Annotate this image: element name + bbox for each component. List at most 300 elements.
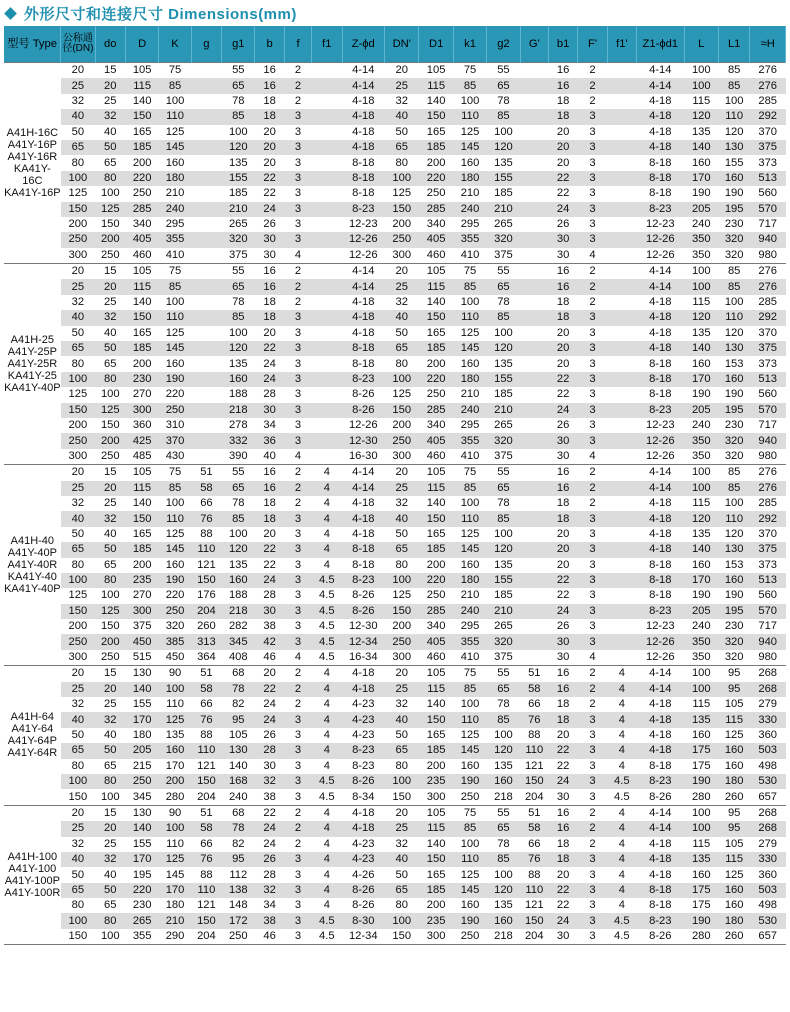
cell: 235	[125, 573, 158, 588]
cell: 125	[460, 868, 480, 881]
cell: 220	[125, 883, 158, 898]
cell: 120	[724, 125, 744, 138]
cell: 4.5	[312, 774, 342, 789]
cell: 373	[758, 558, 778, 571]
cell: 2	[589, 497, 596, 510]
cell: 3	[284, 202, 311, 217]
table-row	[4, 418, 786, 433]
table-row	[4, 588, 786, 603]
cell: 350	[691, 651, 711, 664]
table-row	[4, 542, 786, 557]
type-label: A41Y-100	[8, 863, 57, 875]
cell: 165	[132, 527, 152, 540]
cell: 100	[684, 481, 718, 496]
cell: 282	[228, 620, 248, 633]
cell: 65	[385, 883, 419, 898]
cell: 15	[95, 63, 125, 79]
cell: 20	[556, 527, 570, 540]
cell: 370	[758, 326, 778, 339]
cell: 105	[125, 63, 158, 79]
cell	[520, 372, 548, 387]
cell: 40	[385, 310, 419, 325]
cell: 145	[453, 341, 486, 356]
cell: 140	[132, 296, 152, 309]
cell: 78	[232, 497, 245, 510]
header-col-0: do	[95, 26, 125, 63]
cell: 12-26	[342, 232, 385, 247]
cell: 140	[684, 341, 718, 356]
table-body	[4, 63, 786, 945]
cell: 498	[758, 899, 778, 912]
cell: 190	[453, 913, 486, 928]
cell: 2	[284, 666, 311, 682]
cell: 148	[228, 899, 248, 912]
cell: 145	[159, 140, 191, 155]
cell: 230	[724, 620, 744, 633]
cell: 3	[589, 419, 596, 432]
cell: 100	[385, 372, 419, 387]
cell	[520, 496, 548, 511]
cell: 332	[222, 433, 255, 448]
cell: 8-34	[352, 790, 375, 803]
cell: 50	[395, 868, 408, 881]
cell: 125	[159, 852, 191, 867]
header-col-12: g2	[487, 26, 520, 63]
cell: 105	[125, 264, 158, 280]
cell: 8-23	[637, 913, 685, 928]
cell: 78	[222, 821, 255, 836]
cell: 66	[528, 698, 541, 711]
cell	[191, 356, 221, 371]
cell: 24	[548, 202, 577, 217]
cell: 4-18	[342, 682, 385, 697]
cell: 95	[718, 805, 749, 821]
cell: 100	[165, 94, 185, 107]
cell: 12-26	[645, 651, 675, 664]
cell: 300	[426, 790, 446, 803]
cell: 2	[294, 698, 302, 711]
cell: 16	[548, 78, 577, 93]
cell: 513	[750, 171, 786, 186]
cell: 8-30	[342, 913, 385, 928]
cell: 16	[255, 63, 284, 79]
cell	[312, 341, 342, 356]
cell: 8-23	[637, 202, 685, 217]
cell: 370	[758, 527, 778, 540]
cell	[312, 372, 342, 387]
cell: 3	[589, 125, 596, 138]
cell: 8-18	[352, 187, 375, 200]
cell: 4	[607, 821, 636, 836]
cell	[520, 588, 548, 603]
cell: 85	[453, 481, 486, 496]
cell: 405	[419, 232, 453, 247]
cell: 30	[556, 930, 570, 943]
cell: 717	[758, 620, 778, 633]
cell: 76	[191, 712, 221, 727]
cell	[607, 604, 636, 619]
cell: 3	[284, 341, 311, 356]
cell: 8-23	[342, 743, 385, 758]
cell: 100	[228, 527, 248, 540]
cell: 218	[222, 403, 255, 418]
cell: 4-14	[637, 481, 685, 496]
cell: 66	[200, 497, 213, 510]
cell: 20	[556, 558, 570, 571]
cell: 18	[556, 94, 570, 107]
cell	[191, 372, 221, 387]
cell: 42	[255, 634, 284, 649]
cell: 4	[312, 805, 342, 821]
cell: 170	[159, 883, 191, 898]
cell: 125	[68, 589, 88, 602]
cell: 3	[294, 357, 302, 370]
cell: 190	[159, 573, 191, 588]
cell: 4-18	[342, 109, 385, 124]
cell: 32	[95, 712, 125, 727]
cell	[312, 387, 342, 402]
cell	[607, 202, 636, 217]
table-row	[4, 310, 786, 325]
cell: 24	[548, 913, 577, 928]
cell: 50	[95, 542, 125, 557]
cell: 125	[724, 728, 744, 741]
cell: 450	[165, 651, 185, 664]
cell: 300	[68, 651, 88, 664]
cell: 3	[284, 310, 311, 325]
cell	[607, 418, 636, 433]
cell: 20	[556, 357, 570, 370]
cell: 90	[159, 805, 191, 821]
cell: 3	[294, 620, 302, 633]
cell: 460	[426, 651, 446, 664]
cell: 330	[750, 712, 786, 727]
cell: 4-18	[342, 310, 385, 325]
cell: 160	[487, 774, 520, 789]
cell	[607, 433, 636, 448]
cell: 268	[750, 682, 786, 697]
cell	[520, 465, 548, 481]
cell: 200	[159, 774, 191, 789]
cell: 100	[460, 698, 480, 711]
cell: 204	[191, 604, 221, 619]
cell: 190	[684, 913, 718, 928]
cell: 4-23	[342, 712, 385, 727]
cell: 110	[191, 883, 221, 898]
cell: 205	[684, 604, 718, 619]
cell: 130	[125, 805, 158, 821]
cell: 980	[758, 449, 778, 462]
table-row	[4, 202, 786, 217]
cell: 150	[68, 790, 88, 803]
cell: 125	[95, 604, 125, 619]
table-row	[4, 728, 786, 743]
cell	[312, 418, 342, 433]
table-row	[4, 356, 786, 371]
cell: 65	[487, 78, 520, 93]
cell: 8-18	[342, 341, 385, 356]
cell: 105	[724, 698, 744, 711]
cell: 265	[494, 419, 513, 432]
cell: 4-14	[342, 481, 385, 496]
cell: 145	[453, 542, 486, 557]
cell: 50	[71, 527, 85, 540]
cell	[191, 155, 221, 170]
cell: 3	[284, 542, 311, 557]
cell: 260	[724, 790, 744, 803]
cell: 85	[718, 63, 749, 79]
header-col-11: k1	[453, 26, 486, 63]
cell: 265	[494, 620, 513, 633]
cell: 20	[95, 821, 125, 836]
cell: 300	[392, 651, 412, 664]
type-label: A41Y-16R	[7, 151, 58, 164]
cell: 50	[395, 728, 408, 741]
cell: 360	[132, 419, 152, 432]
cell: 100	[159, 821, 191, 836]
cell: 16	[548, 682, 577, 697]
cell: 4-14	[342, 63, 385, 79]
cell: 250	[228, 930, 248, 943]
cell: 160	[691, 156, 711, 169]
cell: 4-14	[637, 666, 685, 682]
cell: 16	[548, 279, 577, 294]
cell: 188	[228, 388, 248, 401]
cell: 105	[125, 465, 158, 481]
cell: 560	[758, 589, 778, 602]
cell: 285	[125, 202, 158, 217]
cell: 390	[228, 449, 248, 462]
cell: 100	[100, 589, 120, 602]
table-row	[4, 558, 786, 573]
cell: 12-34	[348, 930, 378, 943]
cell: 155	[487, 171, 520, 186]
cell: 20	[95, 279, 125, 294]
cell: 3	[294, 326, 302, 339]
cell: 100	[684, 821, 718, 836]
cell: 140	[132, 497, 152, 510]
cell: 8-23	[342, 202, 385, 217]
cell: 18	[255, 109, 284, 124]
cell: 240	[453, 604, 486, 619]
cell: 4.5	[319, 790, 335, 803]
cell	[607, 109, 636, 124]
cell: 100	[100, 388, 120, 401]
table-row	[4, 140, 786, 155]
cell: 4	[312, 511, 342, 526]
cell: 2	[294, 497, 302, 510]
cell: 3	[294, 419, 302, 432]
cell: 50	[71, 868, 85, 881]
cell: 100	[385, 913, 419, 928]
cell: 115	[692, 296, 711, 309]
cell: 110	[159, 511, 191, 526]
cell	[191, 109, 221, 124]
cell: 65	[61, 542, 95, 557]
table-row	[4, 449, 786, 465]
cell: 80	[95, 573, 125, 588]
cell: 40	[61, 109, 95, 124]
cell: 4-18	[649, 497, 672, 510]
cell: 135	[228, 156, 248, 169]
cell: 3	[578, 511, 607, 526]
cell: 160	[165, 558, 185, 571]
cell: 88	[200, 868, 213, 881]
cell: 150	[392, 790, 412, 803]
cell: 32	[395, 296, 408, 309]
cell: 12-26	[348, 248, 378, 261]
cell: 205	[125, 743, 158, 758]
cell: 100	[494, 326, 513, 339]
cell: 100	[100, 187, 120, 200]
cell: 30	[548, 232, 577, 247]
cell: 82	[232, 837, 245, 850]
cell: 100	[385, 774, 419, 789]
cell: 160	[691, 558, 711, 571]
cell: 4	[294, 449, 302, 462]
cell: 350	[691, 449, 711, 462]
cell: 32	[95, 310, 125, 325]
cell	[607, 94, 636, 109]
cell: 20	[548, 140, 577, 155]
cell: 657	[758, 930, 778, 943]
header-col-3: g	[191, 26, 221, 63]
cell: 3	[284, 852, 311, 867]
cell: 150	[100, 218, 120, 231]
cell: 12-23	[348, 218, 378, 231]
cell: 3	[294, 759, 302, 772]
cell: 3	[284, 372, 311, 387]
cell: 160	[460, 558, 480, 571]
header-col-4: g1	[222, 26, 255, 63]
cell: 66	[200, 698, 213, 711]
cell: 250	[460, 790, 480, 803]
cell: 4.5	[312, 573, 342, 588]
cell: 150	[419, 310, 453, 325]
cell	[520, 481, 548, 496]
cell: 112	[229, 868, 248, 881]
cell: 100	[684, 682, 718, 697]
cell	[607, 341, 636, 356]
header-col-8: Z-ϕd	[342, 26, 385, 63]
cell: 65	[104, 156, 117, 169]
cell: 24	[255, 573, 284, 588]
cell: 4-18	[352, 497, 375, 510]
cell: 4-23	[342, 852, 385, 867]
cell: 100	[165, 497, 185, 510]
cell	[520, 232, 548, 247]
cell	[520, 604, 548, 619]
cell: 75	[159, 264, 191, 280]
cell: 120	[684, 109, 718, 124]
cell: 8-26	[649, 790, 672, 803]
cell: 25	[61, 279, 95, 294]
cell	[312, 326, 342, 341]
type-label: A41Y-64	[11, 723, 54, 736]
cell	[312, 125, 342, 140]
type-cell	[4, 63, 61, 264]
cell: 18	[556, 296, 570, 309]
cell: 110	[191, 743, 221, 758]
cell: 4	[323, 497, 330, 510]
cell: 22	[255, 341, 284, 356]
cell: 4	[607, 883, 636, 898]
type-label: A41Y-100R	[4, 887, 61, 899]
cell: 175	[691, 759, 711, 772]
cell: 100	[684, 78, 718, 93]
cell: 4-14	[342, 465, 385, 481]
table-row	[4, 63, 786, 79]
cell: 65	[222, 279, 255, 294]
cell: 375	[132, 620, 152, 633]
cell: 4	[323, 558, 330, 571]
cell: 121	[197, 558, 216, 571]
cell: 100	[460, 497, 480, 510]
cell: 4.5	[614, 790, 630, 803]
cell	[520, 94, 548, 109]
cell: 16-30	[348, 449, 378, 462]
cell: 170	[125, 852, 158, 867]
table-row	[4, 341, 786, 356]
cell: 4	[618, 837, 625, 850]
cell	[191, 341, 221, 356]
cell: 22	[548, 743, 577, 758]
table-row	[4, 929, 786, 944]
cell: 980	[758, 651, 778, 664]
cell: 350	[684, 232, 718, 247]
cell: 4	[618, 728, 625, 741]
cell: 75	[453, 465, 486, 481]
cell: 285	[419, 202, 453, 217]
cell	[607, 279, 636, 294]
cell: 4-18	[649, 326, 672, 339]
cell: 100	[684, 805, 718, 821]
cell: 25	[385, 481, 419, 496]
cell: 355	[453, 433, 486, 448]
cell: 4	[607, 743, 636, 758]
cell: 230	[125, 372, 158, 387]
cell: 120	[724, 527, 744, 540]
cell: 172	[222, 913, 255, 928]
cell: 30	[556, 651, 570, 664]
cell: 55	[487, 465, 520, 481]
cell: 200	[95, 433, 125, 448]
cell: 320	[724, 248, 744, 261]
cell: 135	[494, 759, 513, 772]
cell: 3	[578, 171, 607, 186]
cell: 165	[426, 868, 446, 881]
cell: 8-23	[637, 774, 685, 789]
cell: 4	[312, 883, 342, 898]
table-row	[4, 634, 786, 649]
cell	[607, 248, 636, 264]
cell: 285	[419, 604, 453, 619]
cell: 24	[255, 712, 284, 727]
cell: 125	[460, 125, 480, 138]
cell: 220	[165, 388, 185, 401]
cell: 95	[222, 852, 255, 867]
cell: 4	[312, 465, 342, 481]
cell: 65	[104, 357, 117, 370]
cell: 320	[487, 634, 520, 649]
cell: 180	[453, 171, 486, 186]
cell: 340	[132, 218, 152, 231]
cell: 15	[95, 805, 125, 821]
cell: 26	[556, 218, 570, 231]
cell: 85	[487, 712, 520, 727]
cell: 32	[71, 296, 85, 309]
cell: 55	[222, 465, 255, 481]
